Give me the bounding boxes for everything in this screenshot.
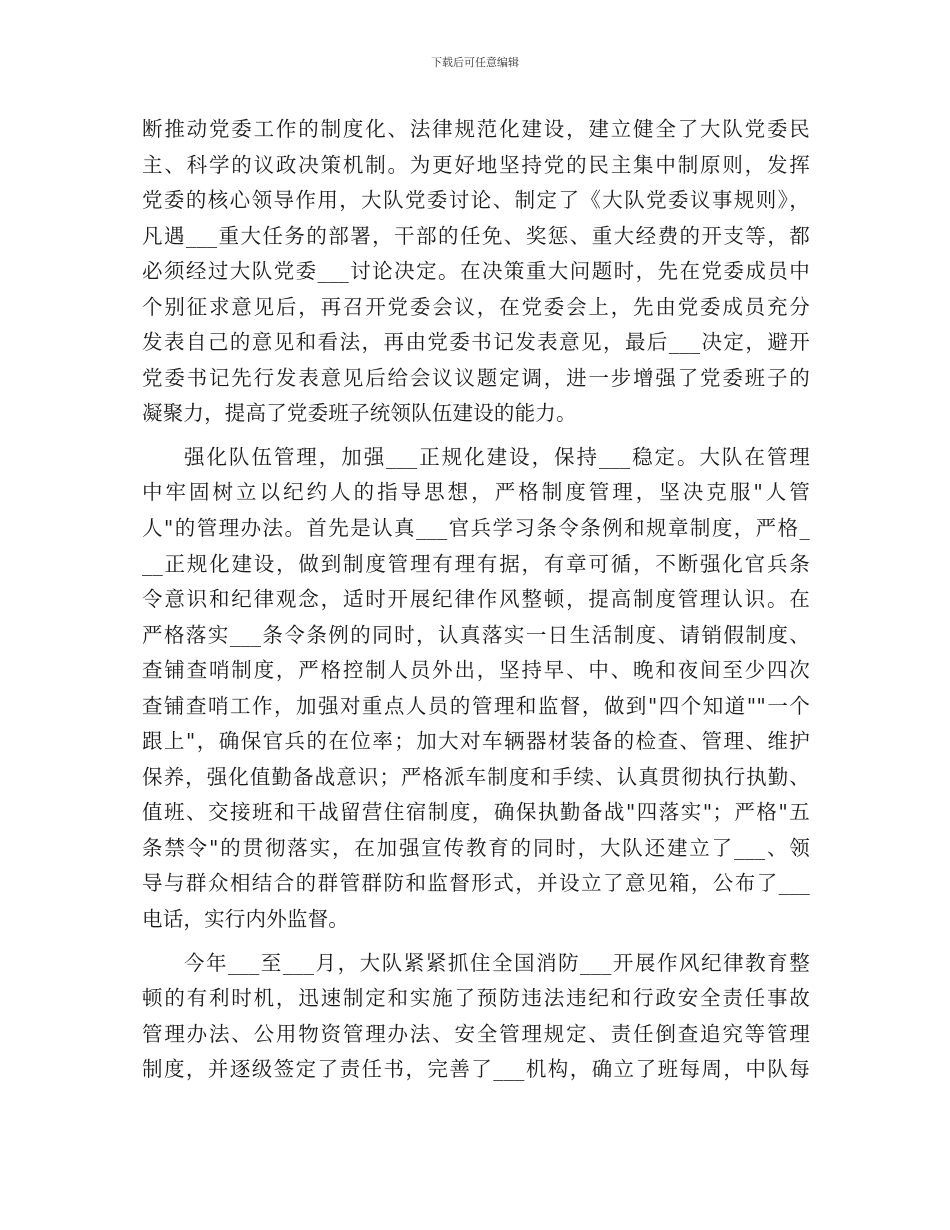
- paragraph: [142, 946, 810, 1088]
- text-line: 党委书记先行发表意见后给会议议题定调，进一步增强了党委班子的: [142, 365, 810, 390]
- text-line: 凝聚力，提高了党委班子统领队伍建设的能力。: [142, 401, 577, 426]
- text-line: 人"的管理办法。首先是认真___官兵学习条令条例和规章制度，严格_: [142, 516, 810, 541]
- text-line: 个别征求意见后，再召开党委会议，在党委会上，先由党委成员充分: [142, 294, 810, 319]
- paragraph-gap: [142, 938, 810, 946]
- paragraph: [142, 112, 810, 432]
- text-line: 凡遇___重大任务的部署，干部的任免、奖惩、重大经费的开支等，都: [142, 223, 810, 248]
- text-line: 查铺查哨制度，严格控制人员外出，坚持早、中、晚和夜间至少四次: [142, 658, 810, 683]
- text-line: 条禁令"的贯彻落实，在加强宣传教育的同时，大队还建立了___、领: [142, 835, 810, 860]
- text-line: 主、科学的议政决策机制。为更好地坚持党的民主集中制原则，发挥: [142, 152, 810, 177]
- text-line: 令意识和纪律观念，适时开展纪律作风整顿，提高制度管理认识。在: [142, 587, 810, 612]
- text-line: 保养，强化值勤备战意识；严格派车制度和手续、认真贯彻执行执勤、: [142, 764, 810, 789]
- text-line: 管理办法、公用物资管理办法、安全管理规定、责任倒查追究等管理: [142, 1021, 810, 1046]
- text-line: 严格落实___条令条例的同时，认真落实一日生活制度、请销假制度、: [142, 622, 810, 647]
- text-line: __正规化建设，做到制度管理有理有据，有章可循，不断强化官兵条: [142, 551, 810, 576]
- paragraph: [142, 440, 810, 938]
- text-line: 中牢固树立以纪约人的指导思想，严格制度管理，坚决克服"人管: [142, 480, 810, 505]
- text-line: 查铺查哨工作，加强对重点人员的管理和监督，做到"四个知道""一个: [142, 693, 810, 718]
- text-line: 断推动党委工作的制度化、法律规范化建设，建立健全了大队党委民: [142, 117, 810, 141]
- paragraph-gap: [142, 432, 810, 440]
- page-header: 下载后可任意编辑: [431, 56, 519, 69]
- text-line: 党委的核心领导作用，大队党委讨论、制定了《大队党委议事规则》，: [142, 188, 810, 213]
- text-line: 强化队伍管理，加强___正规化建设，保持___稳定。大队在管理: [184, 444, 810, 469]
- document-body: [142, 112, 810, 1088]
- text-line: 导与群众相结合的群管群防和监督形式，并设立了意见箱，公布了___: [142, 871, 810, 896]
- text-line: 制度，并逐级签定了责任书，完善了___机构，确立了班每周，中队每: [142, 1057, 810, 1082]
- text-line: 跟上"，确保官兵的在位率；加大对车辆器材装备的检查、管理、维护: [142, 729, 810, 754]
- text-line: 今年___至___月，大队紧紧抓住全国消防___开展作风纪律教育整: [184, 950, 810, 975]
- text-line: 顿的有利时机，迅速制定和实施了预防违法违纪和行政安全责任事故: [142, 986, 810, 1011]
- text-line: 电话，实行内外监督。: [142, 907, 349, 932]
- text-line: 发表自己的意见和看法，再由党委书记发表意见，最后___决定，避开: [142, 330, 810, 355]
- text-line: 值班、交接班和干战留营住宿制度，确保执勤备战"四落实"；严格"五: [142, 800, 810, 825]
- text-line: 必须经过大队党委___讨论决定。在决策重大问题时，先在党委成员中: [142, 259, 810, 284]
